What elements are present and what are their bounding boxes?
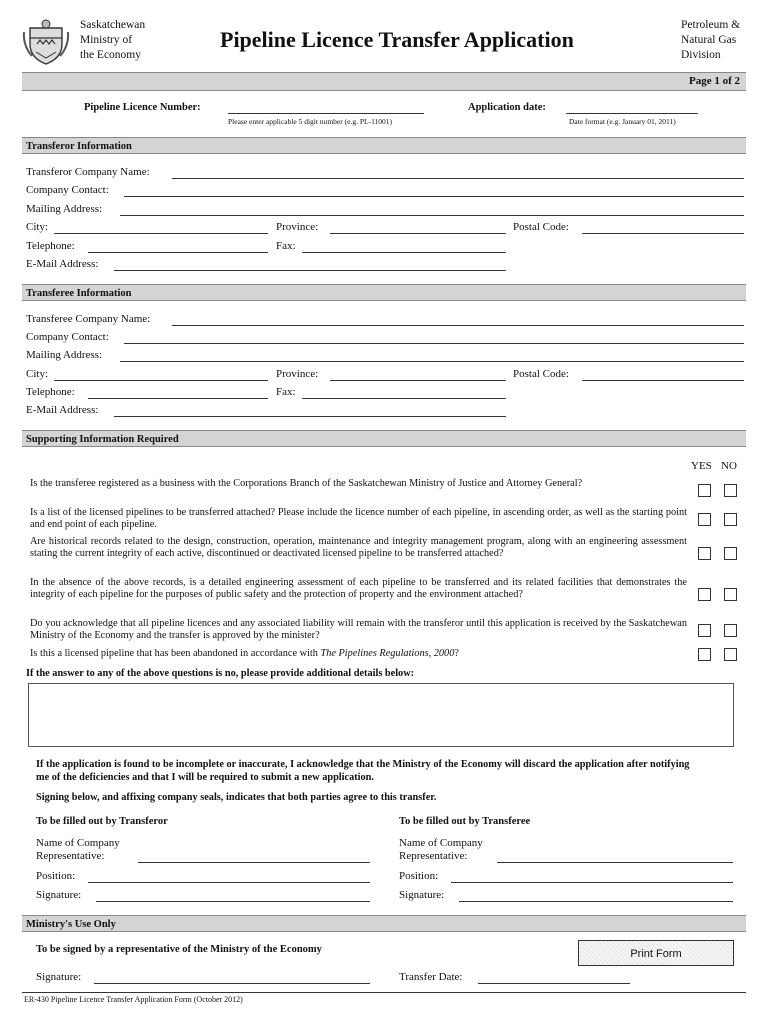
application-date-label: Application date:	[468, 102, 546, 113]
transferee-rep-name-input[interactable]	[497, 862, 733, 863]
transferor-rep-name-input[interactable]	[138, 862, 370, 863]
transferor-postal-input[interactable]	[582, 233, 744, 234]
transferor-section-header: Transferor Information	[22, 137, 746, 154]
transferor-sign-heading: To be filled out by Transferor	[36, 816, 168, 827]
question-3: Are historical records related to the design, construction, operation, maintenance and integrity management program, along with an engineering assessment stating the current integrity of each active, discontinued or deactivated licensed pipeline to be transferred attached?	[30, 536, 687, 559]
transferee-company-name-input[interactable]	[172, 325, 744, 326]
question-5: Do you acknowledge that all pipeline licences and any associated liability will remain with the transferor until this application is received by the Saskatchewan Ministry of the Economy and the transfer is approved by the minister?	[30, 618, 687, 641]
transfer-date-label: Transfer Date:	[399, 971, 463, 983]
transferor-company-name-input[interactable]	[172, 178, 744, 179]
transferor-postal-label: Postal Code:	[513, 221, 569, 233]
transferor-city-input[interactable]	[54, 233, 268, 234]
licence-number-input[interactable]	[228, 113, 424, 114]
page-title: Pipeline Licence Transfer Application	[220, 27, 574, 52]
crest-logo	[22, 18, 70, 66]
question-6-regulation: The Pipelines Regulations, 2000	[320, 648, 455, 659]
transferor-company-name-label: Transferor Company Name:	[26, 166, 150, 178]
question-2-no-checkbox[interactable]	[724, 513, 737, 526]
transferor-signature-input[interactable]	[96, 901, 370, 902]
transferor-signature-label: Signature:	[36, 889, 82, 901]
yes-column-label: YES	[691, 460, 712, 472]
transferor-contact-input[interactable]	[124, 196, 744, 197]
question-6-yes-checkbox[interactable]	[698, 648, 711, 661]
transfer-date-input[interactable]	[478, 983, 630, 984]
licence-number-label: Pipeline Licence Number:	[84, 102, 201, 113]
question-4-yes-checkbox[interactable]	[698, 588, 711, 601]
transferee-postal-label: Postal Code:	[513, 368, 569, 380]
transferor-position-input[interactable]	[88, 882, 370, 883]
question-6-text: Is this a licensed pipeline that has been abandoned in accordance with	[30, 648, 321, 659]
transferee-province-label: Province:	[276, 368, 319, 380]
transferee-mailing-label: Mailing Address:	[26, 349, 103, 361]
question-2-yes-checkbox[interactable]	[698, 513, 711, 526]
question-4-no-checkbox[interactable]	[724, 588, 737, 601]
form-id-footer: ER-430 Pipeline Licence Transfer Application Form (October 2012)	[24, 995, 243, 1004]
additional-details-textarea[interactable]	[28, 683, 734, 747]
transferor-city-label: City:	[26, 221, 49, 233]
transferor-province-label: Province:	[276, 221, 319, 233]
footer-divider	[22, 992, 746, 993]
transferor-fax-input[interactable]	[302, 252, 506, 253]
transferee-postal-input[interactable]	[582, 380, 744, 381]
application-date-input[interactable]	[566, 113, 698, 114]
transferee-telephone-input[interactable]	[88, 398, 268, 399]
question-6-no-checkbox[interactable]	[724, 648, 737, 661]
ministry-line: Ministry of	[80, 34, 133, 46]
question-3-no-checkbox[interactable]	[724, 547, 737, 560]
transferee-fax-label: Fax:	[276, 386, 296, 398]
division-line: Petroleum &	[681, 19, 741, 31]
ministry-section-header: Ministry's Use Only	[22, 915, 746, 932]
transferee-fax-input[interactable]	[302, 398, 506, 399]
division-name	[681, 18, 740, 63]
transferee-mailing-input[interactable]	[120, 361, 744, 362]
page-number: Page 1 of 2	[688, 75, 740, 87]
no-column-label: NO	[721, 460, 737, 472]
transferor-telephone-input[interactable]	[88, 252, 268, 253]
transferee-signature-label: Signature:	[399, 889, 445, 901]
transferee-telephone-label: Telephone:	[26, 386, 75, 398]
transferor-position-label: Position:	[36, 870, 76, 882]
acknowledgement-text: If the application is found to be incomplete or inaccurate, I acknowledge that the Ministry of the Economy will discard the application after notifying me of the deficiencies and that I will be required to submit a new application.	[36, 759, 690, 783]
agreement-text: Signing below, and affixing company seals, indicates that both parties agree to this transfer.	[36, 792, 437, 803]
transferor-email-label: E-Mail Address:	[26, 258, 99, 270]
question-5-yes-checkbox[interactable]	[698, 624, 711, 637]
transferee-email-label: E-Mail Address:	[26, 404, 99, 416]
question-3-yes-checkbox[interactable]	[698, 547, 711, 560]
ministry-signature-input[interactable]	[94, 983, 370, 984]
rep-label-line: Representative:	[399, 850, 468, 862]
transferee-contact-input[interactable]	[124, 343, 744, 344]
division-line: Division	[681, 49, 721, 61]
transferee-sign-heading: To be filled out by Transferee	[399, 816, 531, 827]
transferee-city-label: City:	[26, 368, 49, 380]
transferee-contact-label: Company Contact:	[26, 331, 109, 343]
ministry-signed-by-text: To be signed by a representative of the Ministry of the Economy	[36, 944, 322, 955]
transferor-mailing-input[interactable]	[120, 215, 744, 216]
ministry-line: Saskatchewan	[80, 19, 146, 31]
transferee-signature-input[interactable]	[459, 901, 733, 902]
question-4: In the absence of the above records, is a detailed engineering assessment of each pipeline to be transferred and its related facilities that demonstrates the integrity of each pipeline for the purposes of public safety and the protection of property and the environment attached?	[30, 577, 687, 600]
details-prompt: If the answer to any of the above questions is no, please provide additional details below:	[26, 668, 415, 679]
division-line: Natural Gas	[681, 34, 737, 46]
transferor-rep-name-label	[36, 837, 120, 863]
supporting-section-header: Supporting Information Required	[22, 430, 746, 447]
transferee-company-name-label: Transferee Company Name:	[26, 313, 151, 325]
ministry-line: the Economy	[80, 49, 141, 61]
transferee-city-input[interactable]	[54, 380, 268, 381]
transferee-position-label: Position:	[399, 870, 439, 882]
rep-label-line: Representative:	[36, 850, 105, 862]
application-date-hint: Date format (e.g. January 01, 2011)	[569, 117, 676, 126]
transferee-rep-name-label	[399, 837, 483, 863]
question-5-no-checkbox[interactable]	[724, 624, 737, 637]
transferor-fax-label: Fax:	[276, 240, 296, 252]
transferee-section-header: Transferee Information	[22, 284, 746, 301]
question-1-no-checkbox[interactable]	[724, 484, 737, 497]
transferee-email-input[interactable]	[114, 416, 506, 417]
question-1: Is the transferee registered as a business with the Corporations Branch of the Saskatchewan Ministry of Justice and Attorney General?	[30, 478, 583, 489]
transferor-mailing-label: Mailing Address:	[26, 203, 103, 215]
transferee-position-input[interactable]	[451, 882, 733, 883]
ministry-signature-label: Signature:	[36, 971, 82, 983]
transferee-province-input[interactable]	[330, 380, 506, 381]
print-form-label: Print Form	[630, 948, 682, 960]
transferor-contact-label: Company Contact:	[26, 184, 109, 196]
question-1-yes-checkbox[interactable]	[698, 484, 711, 497]
print-form-button[interactable]	[578, 940, 734, 966]
ministry-name	[80, 18, 145, 63]
question-6	[30, 648, 687, 660]
page-number-bar	[22, 72, 746, 91]
question-2: Is a list of the licensed pipelines to be transferred attached? Please include the licence number of each pipeline, in ascending order, as well as the starting point and end point of each pipeline.	[30, 507, 687, 530]
rep-label-line: Name of Company	[399, 837, 483, 849]
transferor-telephone-label: Telephone:	[26, 240, 75, 252]
transferor-province-input[interactable]	[330, 233, 506, 234]
rep-label-line: Name of Company	[36, 837, 120, 849]
licence-number-hint: Please enter applicable 5 digit number (e.g. PL-11001)	[228, 117, 393, 126]
question-6-suffix: ?	[454, 648, 459, 659]
transferor-email-input[interactable]	[114, 270, 506, 271]
